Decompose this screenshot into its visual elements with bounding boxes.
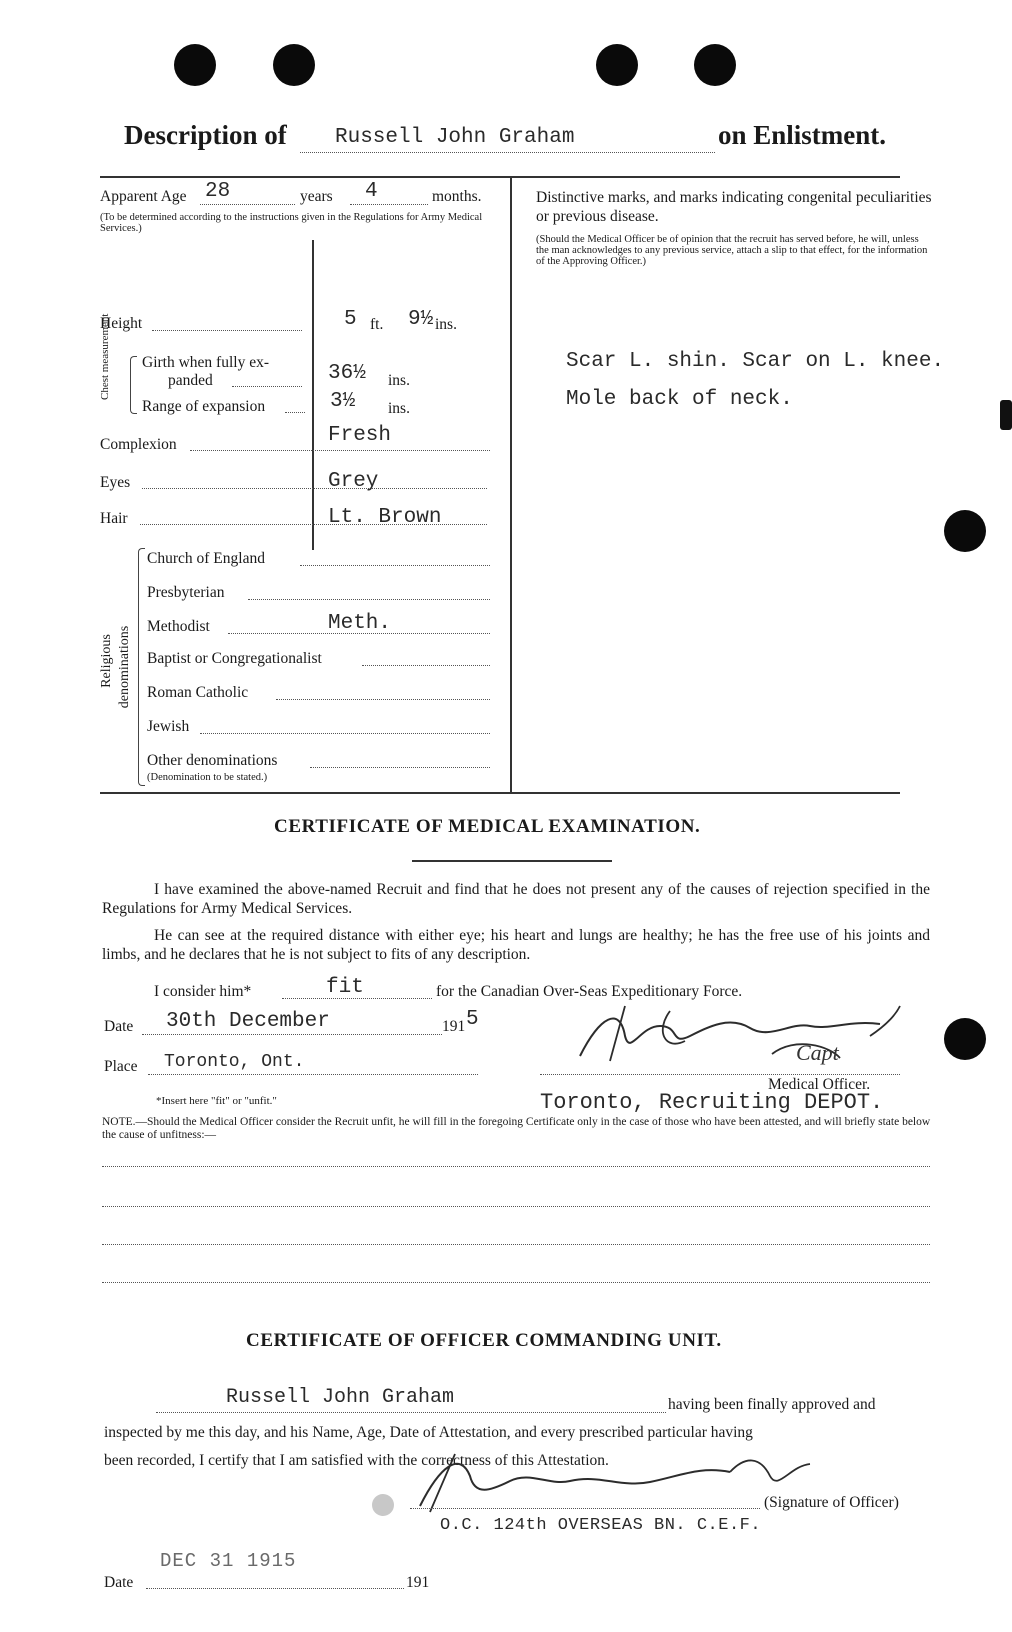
medical-signature-rank: Capt	[796, 1040, 839, 1065]
height-label: Height	[100, 315, 143, 332]
religion-dots	[310, 767, 490, 768]
punch-hole	[694, 44, 736, 86]
medical-date-value: 30th December	[166, 1010, 330, 1033]
religion-baptist: Baptist or Congregationalist	[147, 650, 322, 667]
punch-hole	[174, 44, 216, 86]
signature-stroke	[420, 1464, 730, 1506]
hair-value: Lt. Brown	[328, 506, 442, 529]
distinctive-heading: Distinctive marks, and marks indicating congenital peculiarities or previous disease.	[536, 189, 932, 225]
age-months-label: months.	[432, 188, 482, 205]
religion-dots	[362, 665, 490, 666]
medical-date-dots	[142, 1034, 442, 1035]
religion-dots	[200, 733, 490, 734]
medical-officer-dots	[540, 1074, 900, 1075]
height-ins-label: ins.	[435, 316, 457, 333]
value-column-divider	[312, 240, 314, 550]
commanding-line-3: been recorded, I certify that I am satisfied with the correctness of this Attestation.	[104, 1452, 609, 1469]
punch-hole	[944, 1018, 986, 1060]
eyes-value: Grey	[328, 470, 379, 493]
height-inches-value: 9½	[408, 308, 434, 331]
title-dotted-line	[300, 152, 715, 153]
commanding-date-stamp: DEC 31 1915	[160, 1550, 297, 1572]
height-feet-value: 5	[344, 308, 357, 331]
depot-stamp: Toronto, Recruiting DEPOT.	[540, 1090, 884, 1115]
distinctive-line-1: Scar L. shin. Scar on L. knee.	[566, 350, 945, 373]
girth-dots	[232, 386, 302, 387]
age-note: (To be determined according to the instructions given in the Regulations for Army Medical Services.)	[100, 212, 483, 234]
punch-hole	[273, 44, 315, 86]
religion-roman-catholic: Roman Catholic	[147, 684, 249, 701]
recruit-name: Russell John Graham	[335, 126, 575, 149]
religion-methodist: Methodist	[147, 618, 210, 635]
religion-dots	[300, 565, 490, 566]
title-prefix: Description of	[124, 120, 287, 150]
commanding-line-2: inspected by me this day, and his Name, Age, Date of Attestation, and every prescribed particular having	[104, 1424, 753, 1441]
center-divider	[510, 178, 512, 792]
medical-place-value: Toronto, Ont.	[164, 1052, 305, 1072]
medical-year-prefix: 191	[442, 1018, 466, 1035]
medical-place-label: Place	[104, 1058, 138, 1075]
range-ins-label: ins.	[388, 400, 410, 417]
distinctive-line-2: Mole back of neck.	[566, 388, 793, 411]
religion-methodist-value: Meth.	[328, 612, 392, 635]
range-dots	[285, 412, 305, 413]
religion-other: Other denominations	[147, 752, 278, 769]
age-years-label: years	[300, 188, 333, 205]
punch-hole	[596, 44, 638, 86]
stamp-smudge	[372, 1494, 394, 1516]
medical-heading: CERTIFICATE OF MEDICAL EXAMINATION.	[274, 816, 701, 837]
unfit-line	[102, 1206, 930, 1207]
medical-heading-rule	[412, 860, 612, 862]
hair-label: Hair	[100, 510, 128, 527]
commanding-name: Russell John Graham	[226, 1386, 455, 1409]
religion-group-label-2: denominations	[117, 625, 132, 709]
medical-para-1	[102, 880, 930, 918]
religion-group-label-1: Religious	[99, 634, 114, 688]
distinctive-note: (Should the Medical Officer be of opinion that the recruit has served before, he will, unless the man acknowledges to any previous service, attach a slip to that effect, for the information of the Approving Officer.)	[536, 234, 928, 267]
religion-church-of-england: Church of England	[147, 550, 265, 567]
age-years-value: 28	[205, 180, 231, 203]
title-suffix: on Enlistment.	[718, 120, 887, 150]
insert-note: *Insert here "fit" or "unfit."	[156, 1095, 277, 1107]
age-label: Apparent Age	[100, 188, 187, 205]
religion-presbyterian: Presbyterian	[147, 584, 225, 601]
height-dots	[152, 330, 302, 331]
punch-hole	[944, 510, 986, 552]
eyes-dots	[142, 488, 487, 489]
page-title	[124, 120, 287, 151]
religion-dots	[276, 699, 490, 700]
religion-brace	[138, 548, 145, 786]
unfit-line	[102, 1282, 930, 1283]
medical-para-1-text: I have examined the above-named Recruit and find that he does not present any of the causes of rejection specified in the Regulations for Army Medical Services.	[102, 881, 930, 917]
religion-dots	[248, 599, 490, 600]
age-months-dots	[350, 204, 428, 205]
religion-jewish: Jewish	[147, 718, 190, 735]
girth-value: 36½	[328, 362, 366, 385]
complexion-label: Complexion	[100, 436, 177, 453]
age-years-dots	[200, 204, 295, 205]
girth-label-2: panded	[168, 372, 213, 389]
religion-other-note: (Denomination to be stated.)	[147, 772, 268, 783]
range-value: 3½	[330, 390, 356, 413]
medical-para-2	[102, 926, 930, 964]
commanding-date-dots	[146, 1588, 404, 1589]
medical-officer-signature	[540, 996, 920, 1066]
chest-brace	[130, 356, 137, 414]
top-rule	[100, 176, 900, 178]
commanding-date-label: Date	[104, 1574, 134, 1591]
complexion-dots	[190, 450, 490, 451]
commanding-name-dots	[156, 1412, 666, 1413]
consider-value: fit	[326, 976, 364, 999]
medical-year-digit: 5	[466, 1008, 479, 1031]
commanding-heading: CERTIFICATE OF OFFICER COMMANDING UNIT.	[246, 1330, 722, 1351]
medical-place-dots	[148, 1074, 478, 1075]
chest-group-label: Chest measurement	[99, 313, 111, 400]
medical-date-label: Date	[104, 1018, 134, 1035]
height-ft-label: ft.	[370, 316, 384, 333]
commanding-year-prefix: 191	[406, 1574, 430, 1591]
consider-label: I consider him*	[154, 983, 252, 1000]
edge-mark	[1000, 400, 1012, 430]
girth-label-1: Girth when fully ex-	[142, 354, 269, 371]
unfit-line	[102, 1244, 930, 1245]
officer-stamp: O.C. 124th OVERSEAS BN. C.E.F.	[440, 1516, 762, 1535]
force-label: for the Canadian Over-Seas Expeditionary Force.	[436, 983, 743, 1000]
girth-ins-label: ins.	[388, 372, 410, 389]
complexion-value: Fresh	[328, 424, 392, 447]
age-months-value: 4	[365, 180, 378, 203]
signature-dots	[410, 1508, 760, 1509]
unfit-line	[102, 1166, 930, 1167]
table-bottom-rule	[100, 792, 900, 794]
range-label: Range of expansion	[142, 398, 266, 415]
eyes-label: Eyes	[100, 474, 131, 491]
medical-officer-label: Medical Officer.	[768, 1076, 871, 1093]
medical-para-2-text: He can see at the required distance with either eye; his heart and lungs are healthy; he has the free use of his joints and limbs, and he declares that he is not subject to fits of any description.	[102, 927, 930, 963]
signature-label: (Signature of Officer)	[764, 1494, 899, 1511]
unfit-note: NOTE.—Should the Medical Officer consider the Recruit unfit, he will fill in the foregoing Certificate only in the case of those who have been attested, and will briefly state below the cause of unfitness:—	[102, 1116, 931, 1141]
commanding-line-1-suffix: having been finally approved and	[668, 1396, 876, 1413]
